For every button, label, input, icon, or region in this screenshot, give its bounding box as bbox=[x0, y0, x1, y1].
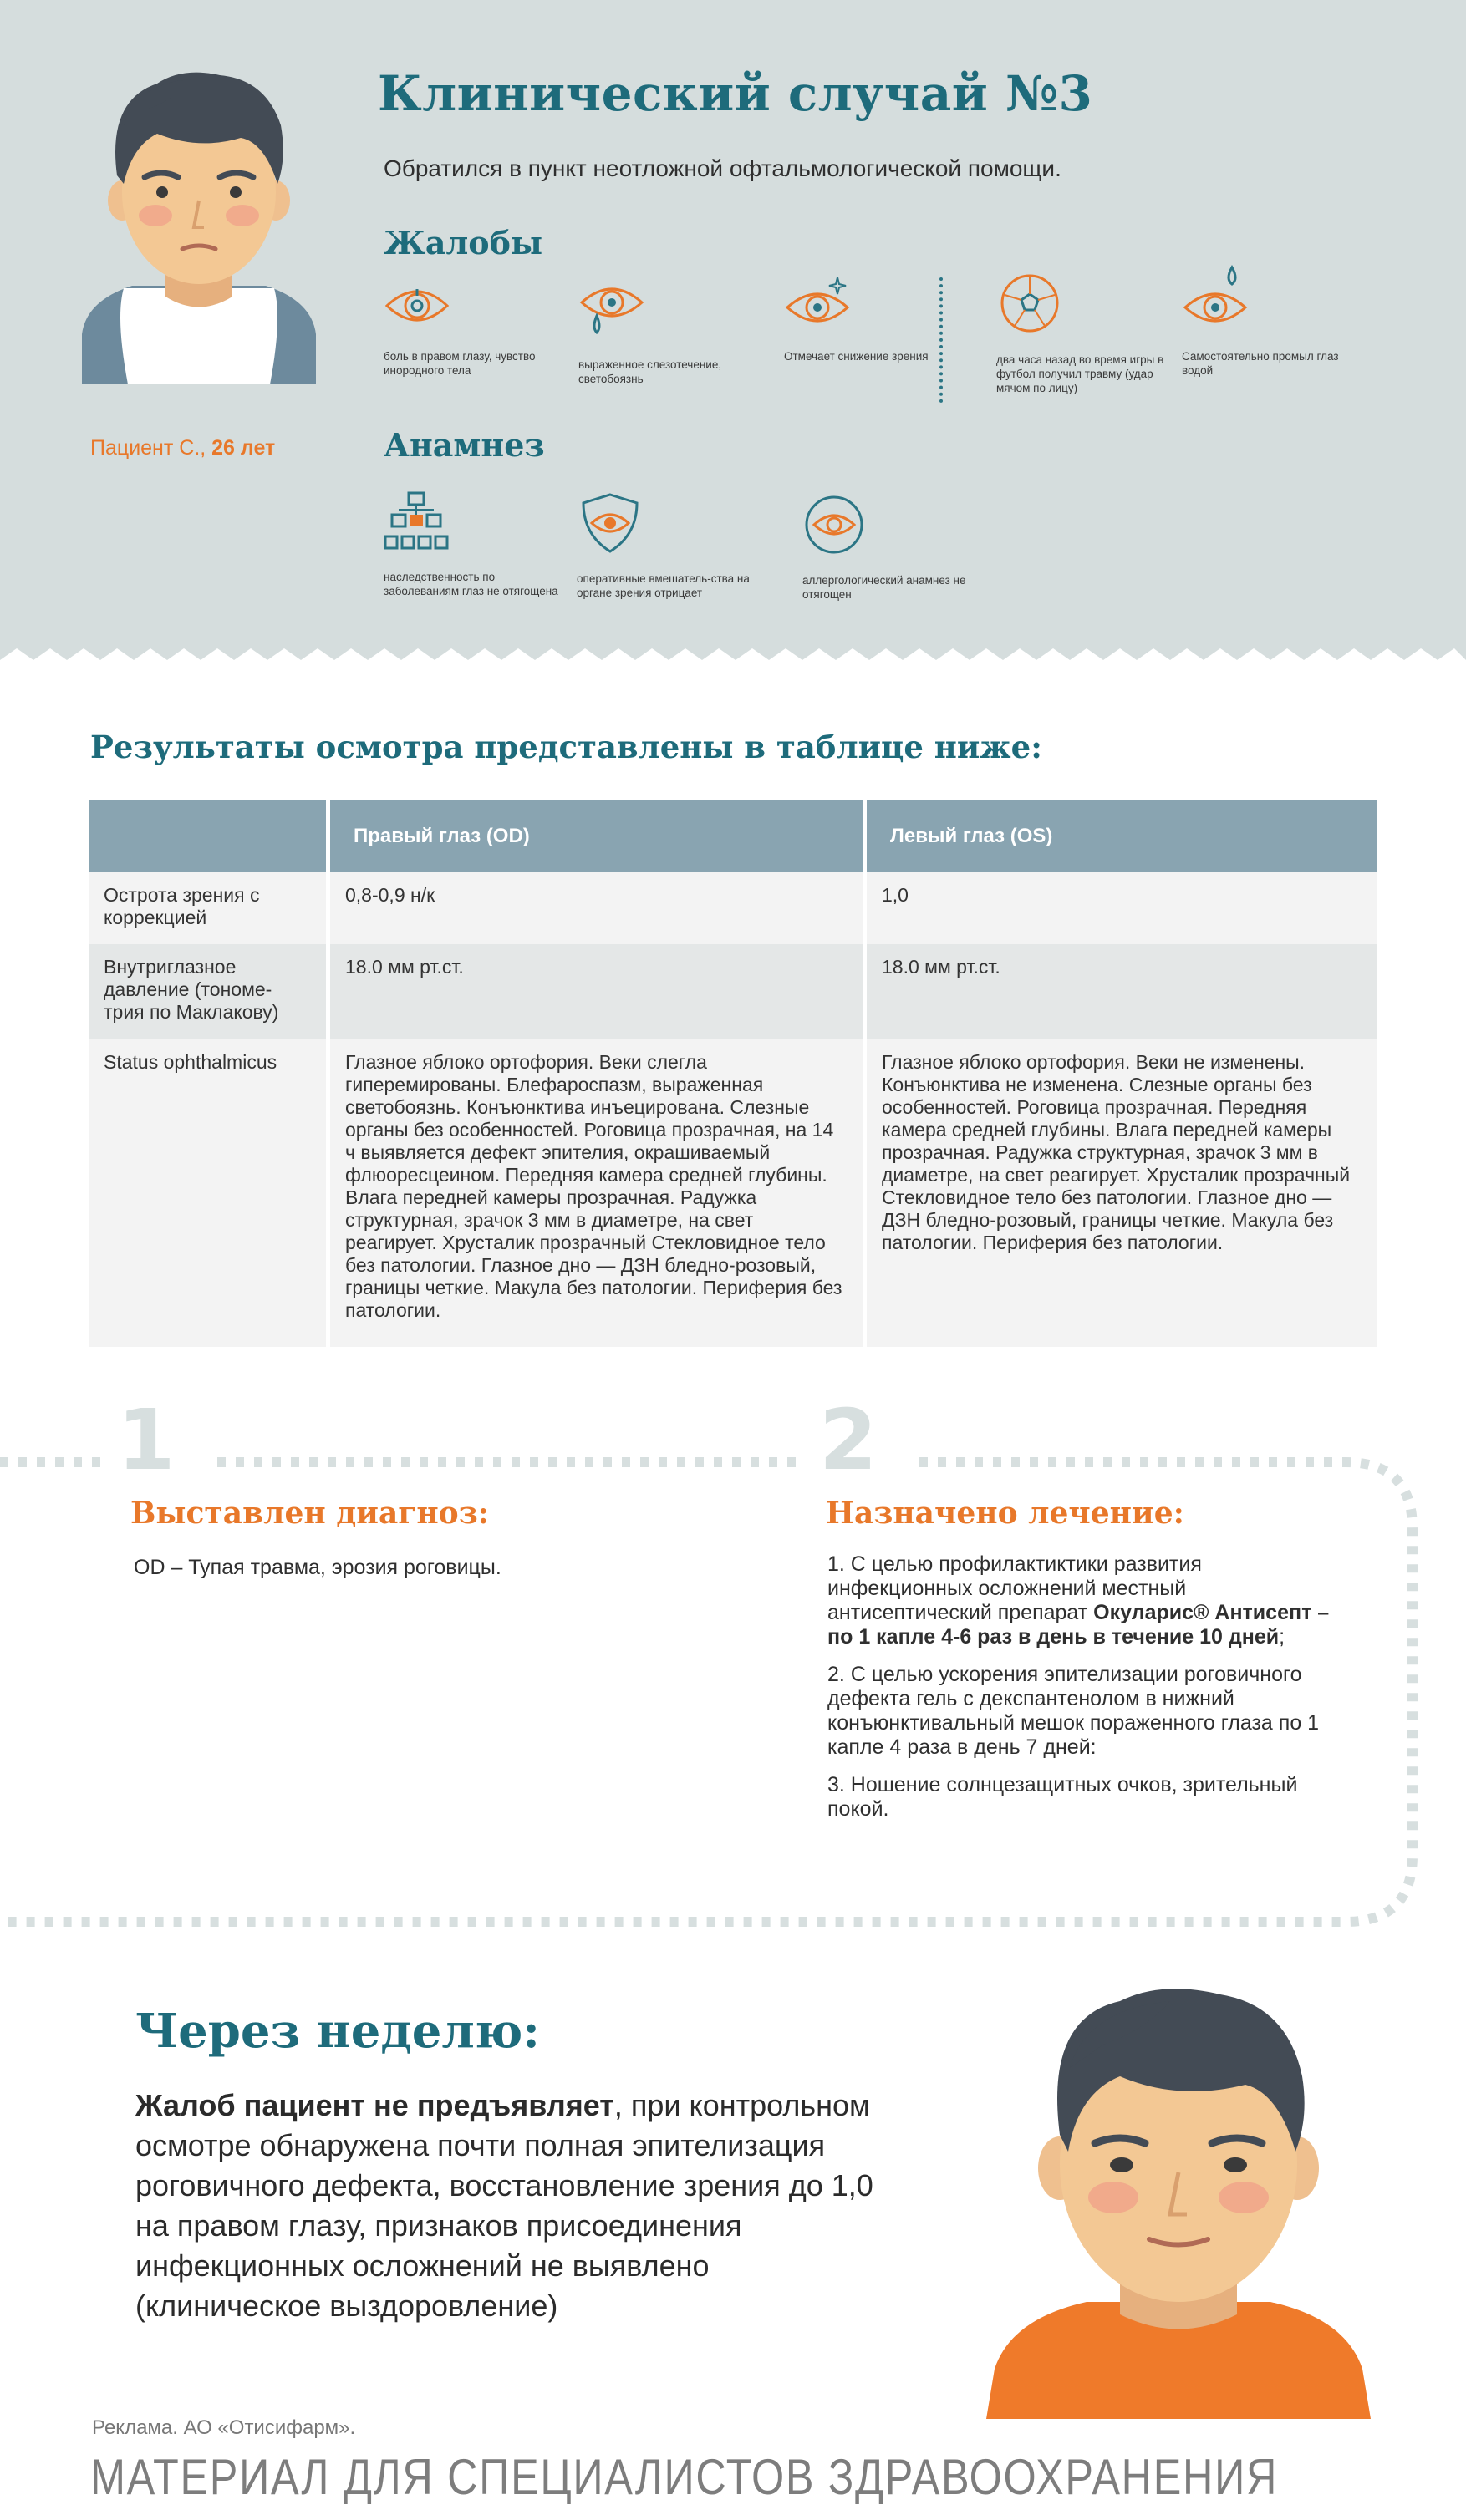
complaint-item: Самостоятельно промыл глаз водой bbox=[1182, 264, 1357, 378]
complaint-item: боль в правом глазу, чувство инородного тела bbox=[384, 281, 559, 378]
complaints-title: Жалобы bbox=[384, 224, 543, 262]
header-zigzag-edge bbox=[0, 643, 1466, 677]
row-label: Острота зрения с коррекцией bbox=[89, 872, 326, 944]
patient-caption: Пациент С., 26 лет bbox=[90, 436, 276, 460]
table-row bbox=[89, 1039, 1377, 1347]
diagnosis-text: OD – Тупая травма, эрозия роговицы. bbox=[134, 1556, 501, 1579]
header-cell-os: Левый глаз (OS) bbox=[863, 800, 1377, 872]
cell-od: Глазное яблоко ортофория. Веки слегла гиперемированы. Блефароспазм, выраженная светобоязнь. Конъюнктива инъецирована. Слезные органы без особенностей. Роговица прозрачная, на 14 ч выявляется дефект эпителия, окрашиваемый флюоресцеином. Передняя камера средней глубины. Влага передней камеры прозрачная. Радужка структурная, зрачок 3 мм в диаметре, на свет реагирует. Хрусталик прозрачный Стекловидное тело без патологии. Глазное дно — ДЗН бледно-розовый, границы четкие. Макула без патологии. Периферия без патологии. bbox=[326, 1039, 863, 1347]
eye-tear-icon bbox=[578, 281, 645, 339]
case-title: Клинический случай №3 bbox=[378, 65, 1093, 122]
diagnosis-title: Выставлен диагноз: bbox=[130, 1496, 489, 1531]
patient-avatar-recovered bbox=[978, 1984, 1379, 2419]
complaints-divider bbox=[939, 277, 943, 403]
row-label: Внутриглазное давление (тономе-трия по Маклакову) bbox=[89, 944, 326, 1039]
cell-os: 18.0 мм рт.ст. bbox=[863, 944, 1377, 1039]
treatment-list bbox=[827, 1552, 1346, 1835]
case-intro: Обратился в пункт неотложной офтальмологической помощи. bbox=[384, 155, 1061, 181]
results-title: Результаты осмотра представлены в таблице ниже: bbox=[90, 729, 1042, 765]
cell-os: 1,0 bbox=[863, 872, 1377, 944]
family-tree-icon bbox=[384, 491, 450, 551]
header-cell-empty bbox=[89, 800, 326, 872]
eye-target-icon bbox=[384, 281, 450, 331]
complaint-item: Отмечает снижение зрения bbox=[784, 276, 960, 363]
complaint-item: выраженное слезотечение, светобоязнь bbox=[578, 281, 754, 386]
row-label: Status ophthalmicus bbox=[89, 1039, 326, 1347]
cell-os: Глазное яблоко ортофория. Веки не изменены. Конъюнктива не изменена. Слезные органы без особенностей. Роговица прозрачная. Передняя камера средней глубины. Влага передней камеры прозрачная. Радужка структурная, зрачок 3 мм в диаметре, на свет реагирует. Хрусталик прозрачный Стекловидное тело без патологии. Глазное дно — ДЗН бледно-розовый, границы четкие. Макула без патологии. Периферия без патологии. bbox=[863, 1039, 1377, 1347]
treatment-item-1: 1. С целью профилактиктики развития инфекционных осложнений местный антисептический препарат Окуларис® Антисепт – по 1 капле 4-6 раз в день в течение 10 дней; bbox=[827, 1552, 1330, 1649]
header-band bbox=[0, 0, 1466, 668]
ad-note: Реклама. АО «Отисифарм». bbox=[92, 2416, 356, 2439]
exam-results-table bbox=[89, 800, 1377, 1347]
anamnesis-item: аллергологический анамнез не отягощен bbox=[802, 495, 978, 602]
header-cell-od: Правый глаз (OD) bbox=[326, 800, 863, 872]
footer-notice: МАТЕРИАЛ ДЛЯ СПЕЦИАЛИСТОВ ЗДРАВООХРАНЕНИЯ bbox=[90, 2449, 1279, 2505]
table-header-row bbox=[89, 800, 1377, 872]
eye-shield-icon bbox=[577, 493, 644, 553]
step-number-2: 2 bbox=[819, 1391, 878, 1489]
anamnesis-title: Анамнез bbox=[384, 426, 545, 464]
anamnesis-item: наследственность по заболеваниям глаз не отягощена bbox=[384, 491, 559, 598]
eye-water-drop-icon bbox=[1182, 264, 1249, 331]
treatment-item-2: 2. С целью ускорения эпителизации роговичного дефекта гель с декспантенолом в нижний конъюнктивальный мешок пораженного глаза по 1 капле 4 раза в день 7 дней: bbox=[827, 1663, 1320, 1759]
anamnesis-item: оперативные вмешатель-ства на органе зрения отрицает bbox=[577, 493, 752, 600]
treatment-title: Назначено лечение: bbox=[826, 1496, 1184, 1531]
eye-circle-icon bbox=[802, 495, 869, 555]
cell-od: 0,8-0,9 н/к bbox=[326, 872, 863, 944]
patient-age: 26 лет bbox=[211, 436, 276, 460]
soccer-ball-icon bbox=[996, 272, 1063, 334]
followup-text: Жалоб пациент не предъявляет, при контрольном осмотре обнаружена почти полная эпителизация роговичного дефекта, восстановление зрения до 1,0 на правом глазу, признаков присоединения инфекционных осложнений не выявлено (клиническое выздоровление) bbox=[135, 2088, 873, 2323]
cell-od: 18.0 мм рт.ст. bbox=[326, 944, 863, 1039]
table-row bbox=[89, 872, 1377, 944]
treatment-item-3: 3. Ношение солнцезащитных очков, зрительный покой. bbox=[827, 1773, 1298, 1821]
patient-avatar-sad bbox=[74, 67, 324, 384]
eye-sparkle-icon bbox=[784, 276, 851, 331]
step-number-1: 1 bbox=[117, 1391, 176, 1489]
complaint-item: два часа назад во время игры в футбол получил травму (удар мячом по лицу) bbox=[996, 272, 1172, 395]
table-row bbox=[89, 944, 1377, 1039]
followup-title: Через неделю: bbox=[135, 2004, 540, 2059]
